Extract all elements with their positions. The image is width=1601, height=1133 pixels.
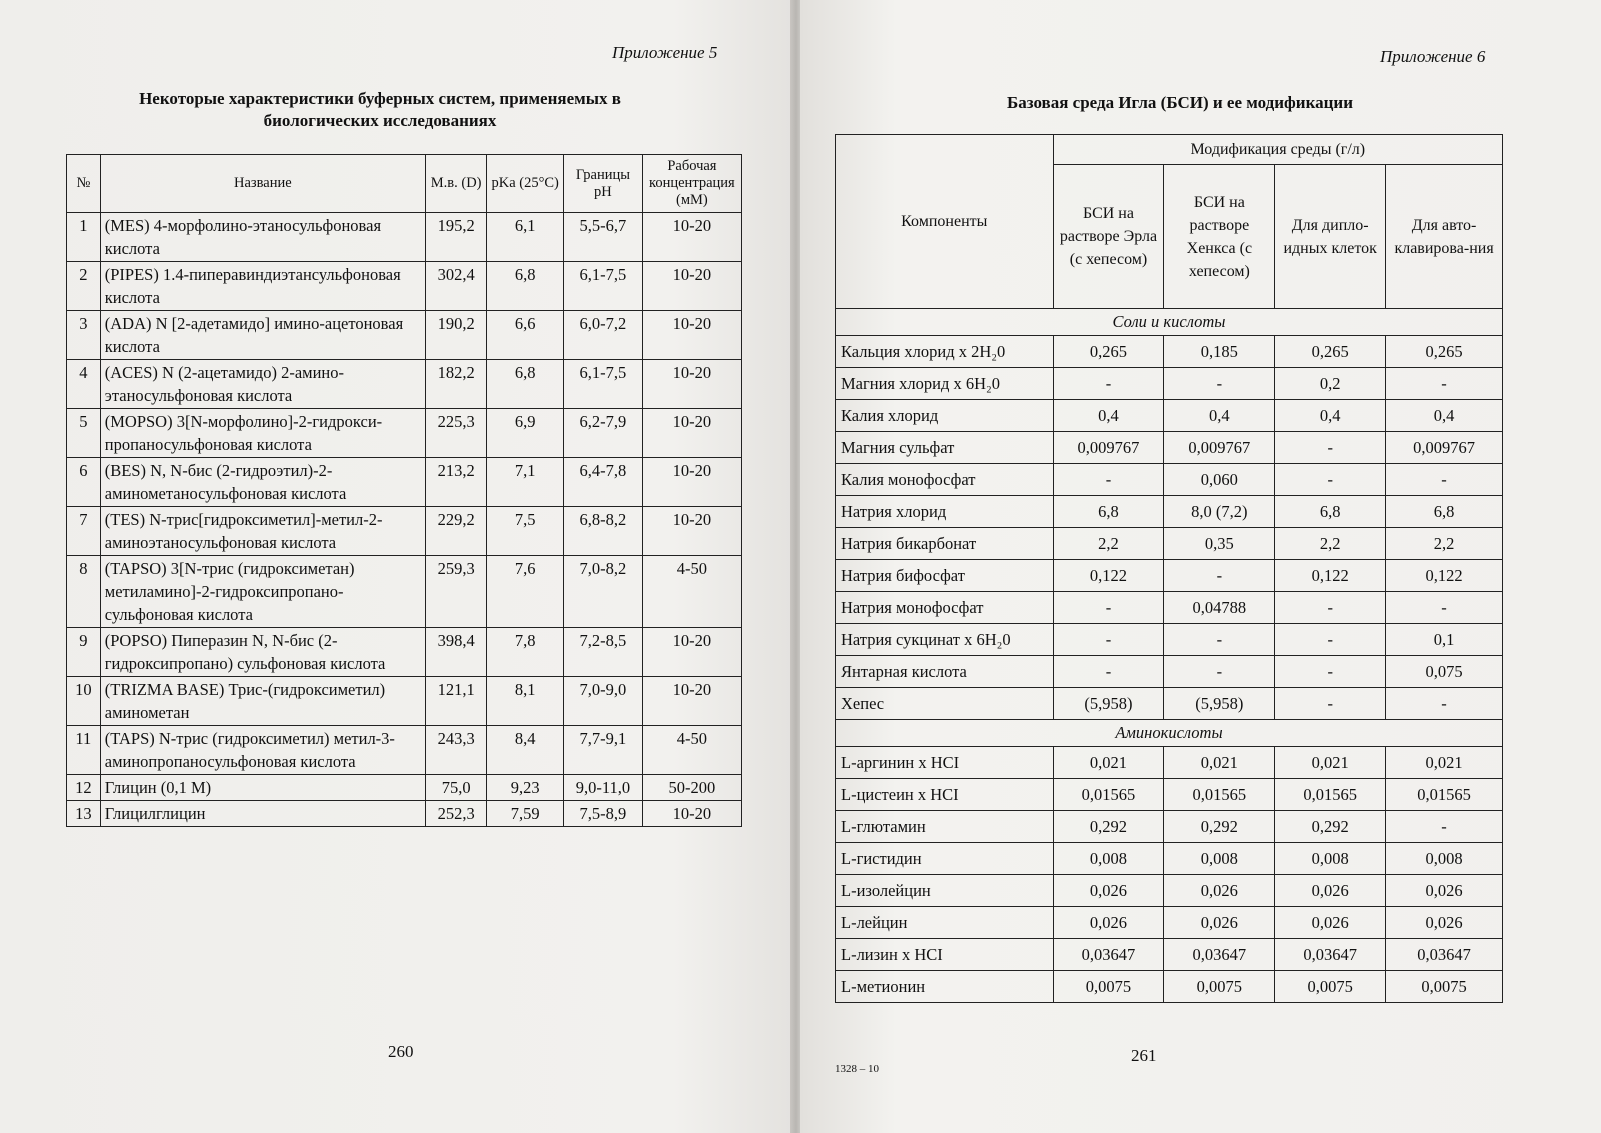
component-name: L-глютамин: [836, 811, 1054, 843]
component-value: 0,265: [1386, 336, 1503, 368]
cell-num: 2: [67, 262, 101, 311]
cell-ph: 7,7-9,1: [564, 726, 643, 775]
cell-conc: 10-20: [642, 360, 741, 409]
table-row: [836, 875, 1503, 907]
component-value: 0,01565: [1164, 779, 1275, 811]
cell-pka: 9,23: [487, 775, 564, 801]
table-row: [836, 939, 1503, 971]
component-value: 0,265: [1275, 336, 1386, 368]
component-value: 2,2: [1053, 528, 1164, 560]
component-name: Хепес: [836, 688, 1054, 720]
component-value: (5,958): [1053, 688, 1164, 720]
cell-pka: 7,8: [487, 628, 564, 677]
cell-mw: 398,4: [425, 628, 486, 677]
cell-conc: 4-50: [642, 726, 741, 775]
component-name: Магния сульфат: [836, 432, 1054, 464]
component-value: -: [1275, 656, 1386, 688]
component-value: 0,021: [1386, 747, 1503, 779]
component-value: 0,008: [1164, 843, 1275, 875]
component-value: 0,008: [1275, 843, 1386, 875]
appendix-label: Приложение 5: [612, 43, 718, 62]
cell-num: 6: [67, 458, 101, 507]
header-col1: БСИ на растворе Эрла (с хепесом): [1053, 165, 1164, 309]
table-row: [67, 213, 742, 262]
component-value: -: [1053, 656, 1164, 688]
table-row: [67, 262, 742, 311]
header-col3: Для дипло-идных клеток: [1275, 165, 1386, 309]
component-value: 0,026: [1164, 907, 1275, 939]
component-value: 0,026: [1386, 907, 1503, 939]
component-value: 0,122: [1275, 560, 1386, 592]
component-value: -: [1164, 368, 1275, 400]
header-mw: М.в. (D): [425, 155, 486, 213]
component-value: 0,009767: [1164, 432, 1275, 464]
print-code: 1328 – 10: [835, 1063, 879, 1075]
component-value: 0,03647: [1164, 939, 1275, 971]
cell-name: (MOPSO) 3[N-морфолино]-2-гидрокси-пропаносульфоновая кислота: [100, 409, 425, 458]
component-name: Кальция хлорид х 2H₂0: [836, 336, 1054, 368]
cell-name: (TRIZMA BASE) Трис-(гидроксиметил) аминометан: [100, 677, 425, 726]
cell-conc: 10-20: [642, 409, 741, 458]
table-row: [836, 779, 1503, 811]
component-name: Калия монофосфат: [836, 464, 1054, 496]
cell-pka: 6,6: [487, 311, 564, 360]
component-value: 0,021: [1275, 747, 1386, 779]
component-value: 0,03647: [1275, 939, 1386, 971]
cell-ph: 6,1-7,5: [564, 360, 643, 409]
header-ph: Границы pH: [564, 155, 643, 213]
table-row: [67, 311, 742, 360]
cell-mw: 252,3: [425, 801, 486, 827]
cell-name: (BES) N, N-бис (2-гидроэтил)-2-аминометаносульфоновая кислота: [100, 458, 425, 507]
cell-ph: 6,1-7,5: [564, 262, 643, 311]
cell-mw: 195,2: [425, 213, 486, 262]
component-value: 0,026: [1164, 875, 1275, 907]
table-row: [67, 677, 742, 726]
table-row: [836, 336, 1503, 368]
component-value: 0,021: [1164, 747, 1275, 779]
component-value: 0,03647: [1053, 939, 1164, 971]
component-value: 0,009767: [1386, 432, 1503, 464]
cell-name: (TAPSO) 3[N-трис (гидроксиметан) метиламино]-2-гидроксипропано-сульфоновая кислота: [100, 556, 425, 628]
component-value: -: [1386, 368, 1503, 400]
cell-mw: 190,2: [425, 311, 486, 360]
component-value: 0,122: [1386, 560, 1503, 592]
component-name: L-гистидин: [836, 843, 1054, 875]
table-row: [67, 628, 742, 677]
table-row: [836, 624, 1503, 656]
cell-conc: 10-20: [642, 311, 741, 360]
cell-ph: 5,5-6,7: [564, 213, 643, 262]
cell-conc: 50-200: [642, 775, 741, 801]
component-value: 0,008: [1386, 843, 1503, 875]
component-value: 0,075: [1386, 656, 1503, 688]
component-value: 0,35: [1164, 528, 1275, 560]
cell-pka: 7,5: [487, 507, 564, 556]
cell-num: 4: [67, 360, 101, 409]
component-value: -: [1053, 624, 1164, 656]
header-conc: Рабочая концентрация (мМ): [642, 155, 741, 213]
component-value: -: [1386, 592, 1503, 624]
table-row: [836, 592, 1503, 624]
component-name: Магния хлорид х 6H₂0: [836, 368, 1054, 400]
page-number: 261: [1131, 1046, 1157, 1065]
component-name: L-изолейцин: [836, 875, 1054, 907]
cell-num: 13: [67, 801, 101, 827]
header-modification-group: Модификация среды (г/л): [1053, 135, 1502, 165]
component-value: 6,8: [1386, 496, 1503, 528]
component-name: L-метионин: [836, 971, 1054, 1003]
component-value: 6,8: [1053, 496, 1164, 528]
component-value: 0,292: [1053, 811, 1164, 843]
cell-ph: 6,4-7,8: [564, 458, 643, 507]
cell-name: Глицин (0,1 M): [100, 775, 425, 801]
component-value: 0,03647: [1386, 939, 1503, 971]
table-row: [67, 458, 742, 507]
component-value: -: [1164, 624, 1275, 656]
cell-pka: 7,1: [487, 458, 564, 507]
component-value: -: [1053, 368, 1164, 400]
component-value: 0,026: [1053, 875, 1164, 907]
cell-num: 5: [67, 409, 101, 458]
header-name: Название: [100, 155, 425, 213]
cell-conc: 10-20: [642, 262, 741, 311]
cell-num: 8: [67, 556, 101, 628]
cell-pka: 7,6: [487, 556, 564, 628]
table-row: [836, 971, 1503, 1003]
table-row: [836, 907, 1503, 939]
cell-pka: 8,4: [487, 726, 564, 775]
component-value: -: [1386, 811, 1503, 843]
component-value: 0,1: [1386, 624, 1503, 656]
page-title: Базовая среда Игла (БСИ) и ее модификации: [1006, 93, 1354, 112]
component-value: 0,122: [1053, 560, 1164, 592]
cell-ph: 6,2-7,9: [564, 409, 643, 458]
component-name: Натрия хлорид: [836, 496, 1054, 528]
cell-conc: 10-20: [642, 677, 741, 726]
cell-name: (ACES) N (2-ацетамидо) 2-амино-этаносульфоновая кислота: [100, 360, 425, 409]
cell-name: (POPSO) Пиперазин N, N-бис (2-гидроксипропано) сульфоновая кислота: [100, 628, 425, 677]
component-value: (5,958): [1164, 688, 1275, 720]
table-row: [836, 528, 1503, 560]
cell-mw: 75,0: [425, 775, 486, 801]
component-value: 0,292: [1275, 811, 1386, 843]
component-value: 0,008: [1053, 843, 1164, 875]
cell-conc: 10-20: [642, 507, 741, 556]
section-row: [836, 720, 1503, 747]
section-row: [836, 309, 1503, 336]
cell-conc: 10-20: [642, 458, 741, 507]
component-value: 0,4: [1053, 400, 1164, 432]
cell-name: (ADA) N [2-адетамидо] имино-ацетоновая кислота: [100, 311, 425, 360]
component-value: -: [1053, 592, 1164, 624]
cell-mw: 302,4: [425, 262, 486, 311]
buffer-systems-table: [66, 154, 742, 827]
cell-ph: 9,0-11,0: [564, 775, 643, 801]
component-name: Натрия монофосфат: [836, 592, 1054, 624]
cell-ph: 6,0-7,2: [564, 311, 643, 360]
page-title: Некоторые характеристики буферных систем, применяемых в биологических исследованиях: [139, 89, 621, 130]
component-value: 0,009767: [1053, 432, 1164, 464]
component-value: 2,2: [1386, 528, 1503, 560]
cell-name: (TAPS) N-трис (гидроксиметил) метил-3-аминопропаносульфоновая кислота: [100, 726, 425, 775]
component-value: 0,01565: [1275, 779, 1386, 811]
page-number: 260: [388, 1042, 414, 1061]
cell-mw: 243,3: [425, 726, 486, 775]
component-value: 0,0075: [1053, 971, 1164, 1003]
cell-ph: 7,0-9,0: [564, 677, 643, 726]
cell-mw: 225,3: [425, 409, 486, 458]
component-value: 6,8: [1275, 496, 1386, 528]
cell-ph: 7,0-8,2: [564, 556, 643, 628]
cell-num: 3: [67, 311, 101, 360]
component-value: 0,060: [1164, 464, 1275, 496]
component-value: -: [1164, 656, 1275, 688]
cell-num: 7: [67, 507, 101, 556]
component-name: L-лейцин: [836, 907, 1054, 939]
component-value: 0,4: [1164, 400, 1275, 432]
table-row: [836, 368, 1503, 400]
cell-pka: 8,1: [487, 677, 564, 726]
component-value: 0,026: [1386, 875, 1503, 907]
table-row: [836, 843, 1503, 875]
component-value: -: [1275, 432, 1386, 464]
table-row: [836, 747, 1503, 779]
eagle-medium-table: [835, 134, 1503, 1003]
header-col2: БСИ на растворе Хенкса (с хепесом): [1164, 165, 1275, 309]
component-value: 0,026: [1275, 907, 1386, 939]
component-value: -: [1275, 624, 1386, 656]
component-value: 8,0 (7,2): [1164, 496, 1275, 528]
header-num: №: [67, 155, 101, 213]
table-row: [836, 464, 1503, 496]
cell-pka: 6,8: [487, 262, 564, 311]
cell-mw: 213,2: [425, 458, 486, 507]
component-name: Натрия бикарбонат: [836, 528, 1054, 560]
component-value: -: [1275, 464, 1386, 496]
component-name: Калия хлорид: [836, 400, 1054, 432]
cell-pka: 7,59: [487, 801, 564, 827]
table-row: [67, 507, 742, 556]
cell-name: (TES) N-трис[гидроксиметил]-метил-2-аминоэтаносульфоновая кислота: [100, 507, 425, 556]
cell-mw: 182,2: [425, 360, 486, 409]
component-value: -: [1053, 464, 1164, 496]
component-value: -: [1275, 688, 1386, 720]
component-value: 0,01565: [1386, 779, 1503, 811]
cell-mw: 229,2: [425, 507, 486, 556]
table-row: [67, 801, 742, 827]
cell-num: 9: [67, 628, 101, 677]
component-value: 0,0075: [1275, 971, 1386, 1003]
cell-conc: 10-20: [642, 628, 741, 677]
component-value: 2,2: [1275, 528, 1386, 560]
cell-conc: 10-20: [642, 801, 741, 827]
cell-name: Глицилглицин: [100, 801, 425, 827]
cell-conc: 4-50: [642, 556, 741, 628]
section-title: Аминокислоты: [836, 720, 1503, 747]
component-value: 0,185: [1164, 336, 1275, 368]
table-row: [836, 496, 1503, 528]
header-components: Компоненты: [836, 135, 1054, 309]
table-row: [67, 775, 742, 801]
cell-ph: 7,5-8,9: [564, 801, 643, 827]
cell-num: 10: [67, 677, 101, 726]
table-row: [67, 360, 742, 409]
table-row: [836, 656, 1503, 688]
cell-name: (MES) 4-морфолино-этаносульфоновая кислота: [100, 213, 425, 262]
component-value: 0,4: [1275, 400, 1386, 432]
cell-mw: 121,1: [425, 677, 486, 726]
cell-conc: 10-20: [642, 213, 741, 262]
cell-num: 11: [67, 726, 101, 775]
component-value: 0,2: [1275, 368, 1386, 400]
table-row: [67, 726, 742, 775]
table-row: [836, 811, 1503, 843]
table-row: [836, 560, 1503, 592]
cell-ph: 7,2-8,5: [564, 628, 643, 677]
table-row: [67, 556, 742, 628]
component-value: -: [1386, 688, 1503, 720]
component-value: 0,292: [1164, 811, 1275, 843]
cell-mw: 259,3: [425, 556, 486, 628]
component-name: L-аргинин х HCI: [836, 747, 1054, 779]
appendix-label: Приложение 6: [1380, 47, 1486, 66]
component-name: Янтарная кислота: [836, 656, 1054, 688]
component-value: 0,01565: [1053, 779, 1164, 811]
table-row: [67, 409, 742, 458]
component-value: 0,04788: [1164, 592, 1275, 624]
component-name: L-цистеин х HCI: [836, 779, 1054, 811]
header-col4: Для авто-клавирова-ния: [1386, 165, 1503, 309]
cell-ph: 6,8-8,2: [564, 507, 643, 556]
header-pka: pKa (25°C): [487, 155, 564, 213]
component-name: Натрия бифосфат: [836, 560, 1054, 592]
cell-pka: 6,9: [487, 409, 564, 458]
component-value: 0,0075: [1164, 971, 1275, 1003]
component-value: -: [1386, 464, 1503, 496]
component-value: -: [1164, 560, 1275, 592]
component-value: 0,4: [1386, 400, 1503, 432]
cell-pka: 6,8: [487, 360, 564, 409]
component-value: 0,021: [1053, 747, 1164, 779]
component-name: Натрия сукцинат х 6H₂0: [836, 624, 1054, 656]
component-value: 0,026: [1275, 875, 1386, 907]
cell-num: 1: [67, 213, 101, 262]
component-value: -: [1275, 592, 1386, 624]
component-value: 0,0075: [1386, 971, 1503, 1003]
component-value: 0,265: [1053, 336, 1164, 368]
component-value: 0,026: [1053, 907, 1164, 939]
cell-name: (PIPES) 1.4-пиперавиндиэтансульфоновая кислота: [100, 262, 425, 311]
cell-pka: 6,1: [487, 213, 564, 262]
table-row: [836, 432, 1503, 464]
component-name: L-лизин х HCI: [836, 939, 1054, 971]
section-title: Соли и кислоты: [836, 309, 1503, 336]
table-row: [836, 400, 1503, 432]
table-row: [836, 688, 1503, 720]
cell-num: 12: [67, 775, 101, 801]
